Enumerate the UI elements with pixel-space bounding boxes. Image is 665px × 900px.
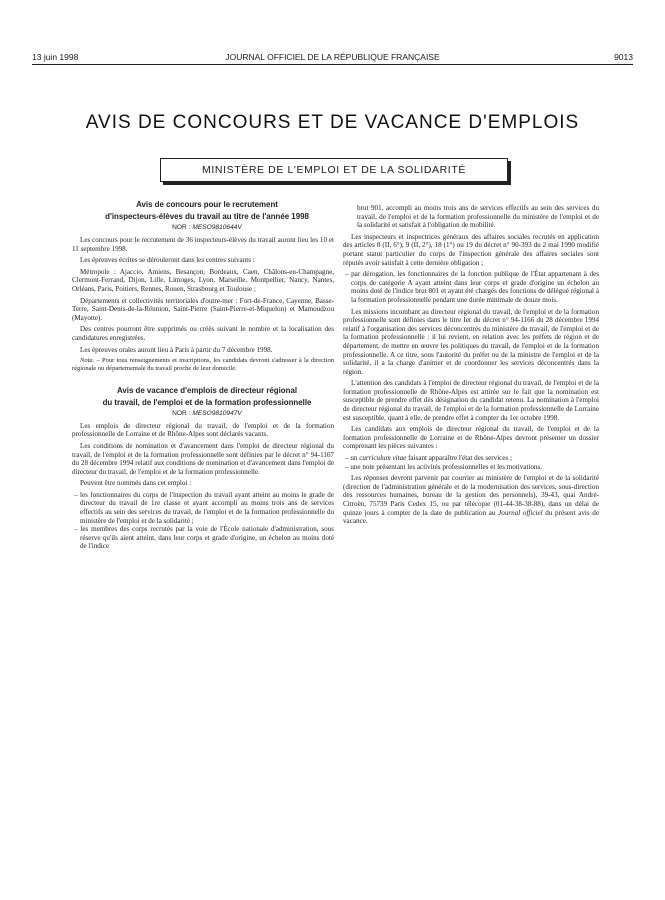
right-column (343, 204, 599, 529)
paragraph: Les candidats aux emplois de directeur régional du travail, de l'emploi et de la formation professionnelle de Lorraine et de Rhône-Alpes devront présenter un dossier comprenant les pièces suivantes : (343, 425, 599, 451)
text-segment: un (350, 454, 360, 463)
ministry-heading: MINISTÈRE DE L'EMPLOI ET DE LA SOLIDARITÉ (160, 158, 508, 182)
paragraph: Des centres pourront être supprimés ou créés suivant le nombre et la localisation des candidatures enregistrées. (72, 325, 334, 342)
nota-paragraph (72, 357, 334, 373)
paragraph: Départements et collectivités territoriales d'outre-mer : Fort-de-France, Cayenne, Basse-Terre, Saint-Denis-de-la-Réunion, Saint-Pierre (Saint-Pierre-et-Miquelon) et Mamoudzou (Mayotte). (72, 296, 334, 322)
list-item: – les membres des corps recrutés par la voie de l'École nationale d'administration, sous réserve qu'ils aient atteint, dans leur corps et grade d'origine, un échelon au moins doté de l'indice (72, 525, 334, 551)
nor-code: MESO9810644V (192, 224, 242, 232)
text-segment: faisant apparaître l'état des services ; (406, 454, 512, 463)
publication-date: 13 juin 1998 (32, 52, 79, 62)
paragraph: Les missions incombant au directeur régional du travail, de l'emploi et de la formation professionnelle sont définies dans le titre Ier du décret n° 94-1166 du 28 décembre 1994 relatif à l'organisation des services déconcentrés du ministère du travail, de l'emploi et de la formation professionnelle : il lui revient, en relation avec les préfets de région et de département, de mettre en œuvre les politiques du travail, de l'emploi et de la formation professionnelle. A ce titre, sous l'autorité du préfet ou de la ministre de l'emploi et de la solidarité, il a la charge d'animer et de coordonner les services déconcentrés dans la région. (343, 307, 599, 376)
documents-list (343, 454, 599, 471)
page-number: 9013 (614, 52, 633, 62)
paragraph: Métropole : Ajaccio, Amiens, Besançon, Bordeaux, Caen, Châlons-en-Champagne, Clermont-Ferrand, Dijon, Lille, Limoges, Lyon, Marseille, Montpellier, Nancy, Nantes, Orléans, Paris, Poitiers, Rennes, Rouen, Strasbourg et Toulouse ; (72, 267, 334, 293)
avis1-title-line1: Avis de concours pour le recrutement (136, 200, 278, 209)
main-title: AVIS DE CONCOURS ET DE VACANCE D'EMPLOIS (85, 112, 580, 133)
derogation-list (343, 270, 599, 304)
text-segment: curriculum vitae (359, 454, 407, 463)
avis2-title-line2: du travail, de l'emploi et de la formation professionnelle (102, 397, 312, 407)
list-item: – par dérogation, les fonctionnaires de la fonction publique de l'État appartenant à des corps de catégorie A ayant atteint dans leur corps et grade d'origine un échelon au moins doté de l'indice brut 801 et ayant été chargés des fonctions de délégué régional à la formation professionnelle pendant une durée minimale de douze mois. (343, 270, 599, 304)
paragraph: Les concours pour le recrutement de 36 inspecteurs-élèves du travail auront lieu les 10 et 11 septembre 1998. (72, 236, 334, 253)
nota-label: Nota. (80, 357, 95, 365)
nota-text: – Pour tous renseignements et inscriptions, les candidats devront s'adresser à la direction régionale ou départementale du travail proche de leur domicile. (72, 357, 334, 372)
left-column (72, 200, 334, 554)
avis1-nor (72, 224, 334, 233)
paragraph: Les épreuves orales auront lieu à Paris à partir du 7 décembre 1998. (80, 345, 273, 354)
text-segment: du présent avis de vacance. (343, 508, 600, 526)
list-item: – une note présentant les activités professionnelles et les motivations. (343, 463, 599, 472)
paragraph: Les conditions de nomination et d'avancement dans l'emploi de directeur régional du travail, de l'emploi et de la formation professionnelle sont définies par le décret n° 94-1167 du 28 décembre 1994 relatif aux conditions de nomination et d'avancement dans l'emploi de directeur du travail, de l'emploi et de la formation professionnelle. (72, 441, 334, 476)
nor-label: NOR : (172, 410, 191, 418)
paragraph: Peuvent être nommés dans cet emploi : (80, 479, 192, 488)
nor-code: MESO9810947V (192, 410, 242, 418)
text-segment: Les réponses devront parvenir par courrier au ministère de l'emploi et de la solidarité (direction de l'administration générale et de la modernisation des services, sous-direction des ressources humaines, bureau de la gestion des personnels), 39-43, quai André-Citroën, 75739 Paris Cedex 15, ou par télécopie (01-44-38-38-88), dans un délai de quinze jours à compter de la date de publication au (343, 474, 599, 517)
paragraph: Les emplois de directeur régional du travail, de l'emploi et de la formation professionnelle de Lorraine et de Rhône-Alpes sont déclarés vacants. (72, 421, 334, 439)
nor-label: NOR : (172, 224, 191, 232)
paragraph: L'attention des candidats à l'emploi de directeur régional du travail, de l'emploi et de la formation professionnelle de Rhône-Alpes est attirée sur le fait que la nomination est susceptible de prendre effet dès désignation du candidat retenu. La nomination à l'emploi de directeur régional du travail, de l'emploi et de la formation professionnelle de Lorraine est susceptible, quant à elle, de prendre effet à compter du 1er octobre 1998. (343, 379, 599, 422)
text-segment: Journal officiel (498, 508, 543, 517)
avis1-title-line2: d'inspecteurs-élèves du travail au titre de l'année 1998 (105, 212, 309, 222)
paragraph: Les épreuves écrites se dérouleront dans les centres suivants : (80, 256, 255, 265)
paragraph: Les inspecteurs et inspectrices généraux des affaires sociales recrutés en application des articles 8 (II, 6°), 9 (II, 2°), 18 (1°) ou 19 du décret n° 90-393 du 2 mai 1990 modifié portant statut particulier du corps de l'inspection générale des affaires sociales sont réputés avoir satisfait à cette dernière obligation ; (343, 232, 599, 267)
journal-title: JOURNAL OFFICIEL DE LA RÉPUBLIQUE FRANÇAISE (225, 52, 440, 62)
header-rule (32, 64, 633, 65)
list-item: brut 901, accompli au moins trois ans de services effectifs au sein des services du travail, de l'emploi et de la formation professionnelle du ministère de l'emploi et de la solidarité et satisfait à l'obligation de mobilité. (357, 204, 599, 230)
avis2-title-line1: Avis de vacance d'emplois de directeur régional (116, 385, 298, 395)
list-item (343, 454, 599, 463)
avis2-nor (72, 410, 334, 419)
paragraph (343, 474, 599, 526)
eligibility-list (72, 491, 334, 551)
eligibility-list-continued (343, 204, 599, 230)
list-item: – les fonctionnaires du corps de l'inspection du travail ayant atteint au moins le grade de directeur du travail de 1re classe et ayant accompli au moins trois ans de services effectifs au sein des services du travail, de l'emploi et de la formation professionnelle du ministère de l'emploi et de la solidarité ; (72, 491, 334, 525)
